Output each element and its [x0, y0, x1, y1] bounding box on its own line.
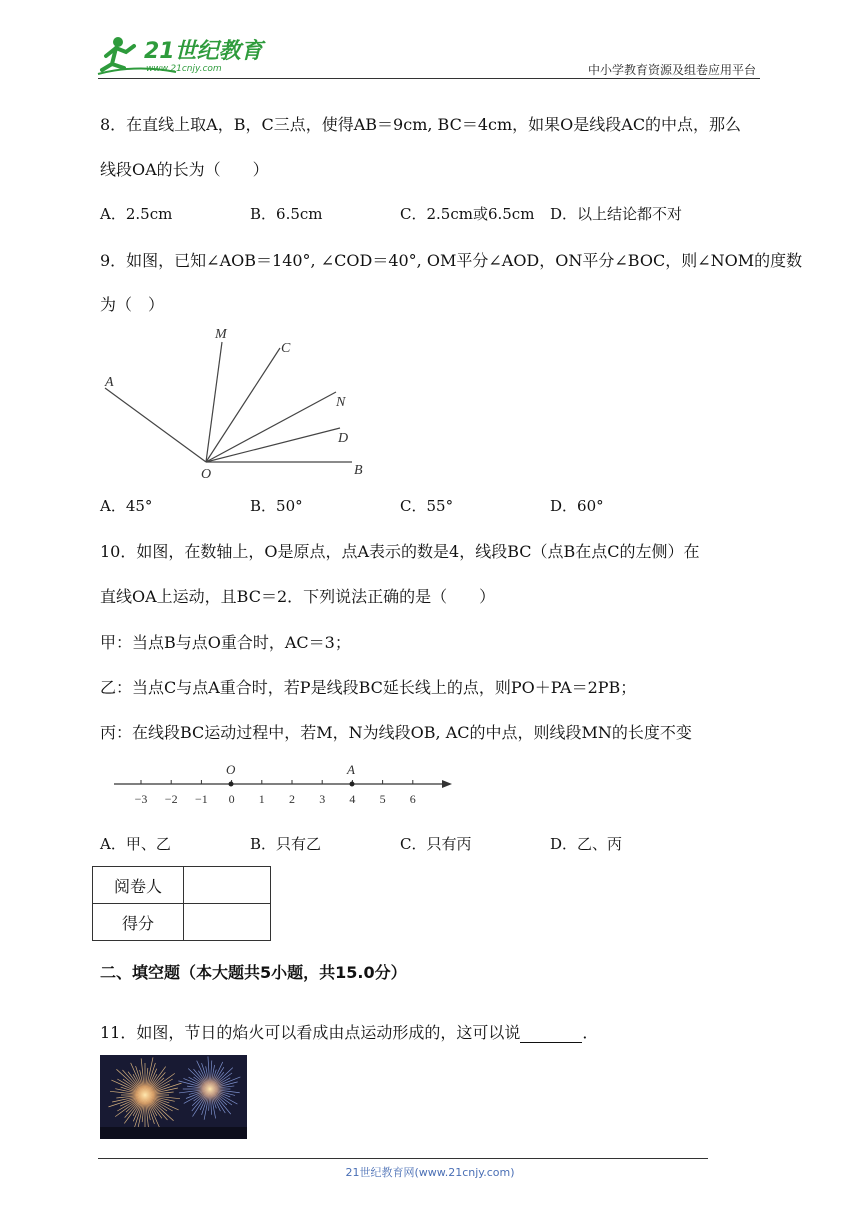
label-o: O — [201, 467, 212, 482]
angle-figure — [100, 320, 380, 485]
q9-option-d: D．60° — [550, 497, 604, 515]
arrow-right-icon — [442, 780, 452, 788]
axis-tick-label: −1 — [195, 792, 208, 806]
label-b: B — [354, 463, 363, 478]
ray-om — [206, 342, 222, 462]
axis-tick-label: 2 — [289, 792, 295, 806]
number-line — [110, 758, 455, 810]
q11-end: ． — [582, 1023, 599, 1042]
q10-option-b: B．只有乙 — [250, 835, 322, 853]
header-platform-text: 中小学教育资源及组卷应用平台 — [587, 63, 756, 77]
label-c: C — [281, 341, 291, 356]
q9-line1: 9．如图，已知∠AOB＝140°, ∠COD＝40°, OM平分∠AOD，ON平分∠BOC，则∠NOM的度数 — [100, 251, 803, 270]
header-divider — [98, 78, 760, 79]
q8-option-a: A．2.5cm — [100, 205, 173, 223]
label-m: M — [215, 327, 227, 342]
axis-tick-label: 5 — [379, 792, 386, 806]
q9-option-a: A．45° — [100, 497, 153, 515]
logo-text: 21世纪教育 — [144, 39, 263, 64]
q11-text: 11．如图，节日的焰火可以看成由点运动形成的，这可以说 — [100, 1023, 521, 1042]
axis-tick-label: 1 — [258, 792, 265, 806]
score-cell[interactable] — [184, 904, 271, 941]
fireworks-photo — [100, 1055, 247, 1139]
q11-answer-blank[interactable] — [520, 1026, 582, 1043]
axis-tick-label: 4 — [349, 792, 356, 806]
footer-divider — [98, 1158, 708, 1159]
q8-line2: 线段OA的长为（ ） — [100, 160, 269, 179]
q9-option-b: B．50° — [250, 497, 303, 515]
point-o — [229, 782, 234, 787]
axis-tick-label: −3 — [134, 792, 148, 806]
label-n: N — [336, 395, 346, 410]
q8-line1: 8．在直线上取A，B，C三点，使得AB＝9cm, BC＝4cm，如果O是线段AC的中点，那么 — [100, 115, 742, 134]
logo-url: www.21cnjy.com — [146, 64, 222, 74]
ray-on — [206, 392, 336, 462]
section2-title: 二、填空题（本大题共5小题，共15.0分） — [100, 963, 407, 982]
ray-oa — [105, 388, 206, 462]
axis-tick-label: −2 — [164, 792, 178, 806]
q8-option-c: C．2.5cm或6.5cm — [400, 205, 535, 223]
axis-tick-label: 3 — [319, 792, 326, 806]
axis-label-o: O — [226, 762, 236, 777]
q9-line2: 为（ ） — [100, 295, 165, 314]
q10-option-c: C．只有丙 — [400, 835, 472, 853]
q8-option-b: B．6.5cm — [250, 205, 323, 223]
q10-line4: 乙：当点C与点A重合时，若P是线段BC延长线上的点，则PO＋PA＝2PB； — [100, 678, 637, 697]
q10-line1: 10．如图，在数轴上，O是原点，点A表示的数是4，线段BC（点B在点C的左侧）在 — [100, 542, 700, 561]
point-a — [350, 782, 355, 787]
site-logo — [96, 34, 266, 78]
score-table — [92, 866, 271, 941]
q10-option-d: D．乙、丙 — [550, 835, 623, 853]
axis-tick-label: 6 — [409, 792, 416, 806]
q10-line2: 直线OA上运动，且BC＝2．下列说法正确的是（ ） — [100, 587, 496, 606]
q10-line5: 丙：在线段BC运动过程中，若M，N为线段OB, AC的中点，则线段MN的长度不变 — [100, 723, 692, 742]
reviewer-cell[interactable] — [184, 867, 271, 904]
q11-line — [100, 1020, 598, 1043]
score-label: 得分 — [93, 904, 184, 941]
ray-oc — [206, 348, 280, 462]
axis-tick-label: 0 — [228, 792, 235, 806]
ray-od — [206, 428, 340, 462]
q9-option-c: C．55° — [400, 497, 454, 515]
footer-text: 21世纪教育网(www.21cnjy.com) — [345, 1166, 515, 1179]
label-a: A — [105, 375, 114, 390]
q10-line3: 甲：当点B与点O重合时，AC＝3； — [100, 633, 351, 652]
q10-option-a: A．甲、乙 — [100, 835, 171, 853]
reviewer-label: 阅卷人 — [93, 867, 184, 904]
axis-label-a: A — [347, 762, 355, 777]
q8-option-d: D．以上结论都不对 — [550, 205, 683, 223]
label-d: D — [338, 431, 349, 446]
